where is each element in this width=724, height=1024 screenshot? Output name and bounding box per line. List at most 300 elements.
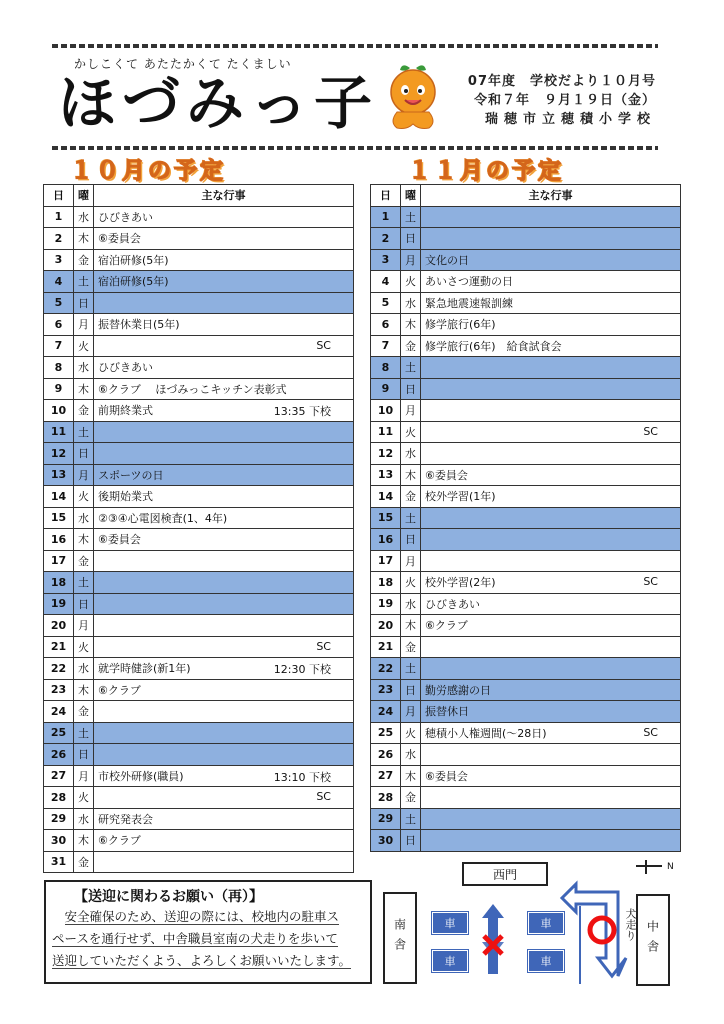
event-cell — [421, 593, 681, 615]
event-cell — [94, 228, 354, 250]
event-note: 12:30 下校 — [273, 663, 331, 676]
event-text: スポーツの日 — [98, 468, 164, 482]
schedule-row — [371, 335, 681, 357]
weekday: 木 — [74, 679, 94, 701]
schedule-row — [44, 658, 354, 680]
day-number: 12 — [44, 443, 74, 465]
weekday: 火 — [401, 271, 421, 293]
weekday: 木 — [401, 765, 421, 787]
october-title: １０月の予定 — [70, 158, 226, 184]
schedule-row — [44, 271, 354, 293]
day-number: 29 — [44, 808, 74, 830]
weekday: 土 — [74, 271, 94, 293]
schedule-row — [371, 701, 681, 723]
day-number: 5 — [371, 292, 401, 314]
weekday: 水 — [74, 357, 94, 379]
event-cell — [94, 744, 354, 766]
weekday: 土 — [401, 507, 421, 529]
weekday: 日 — [401, 679, 421, 701]
weekday: 土 — [401, 808, 421, 830]
schedule-row — [371, 292, 681, 314]
schedule-row — [44, 701, 354, 723]
day-number: 9 — [44, 378, 74, 400]
day-number: 7 — [371, 335, 401, 357]
day-number: 24 — [44, 701, 74, 723]
event-cell — [421, 572, 681, 594]
event-cell — [94, 357, 354, 379]
event-text: 宿泊研修(5年) — [98, 275, 169, 289]
event-cell — [94, 486, 354, 508]
weekday: 木 — [74, 228, 94, 250]
weekday: 水 — [74, 808, 94, 830]
walkway-label: 犬走り — [624, 908, 637, 941]
event-cell — [421, 421, 681, 443]
event-text: 穂積小人権週間(～28日) — [425, 726, 547, 740]
schedule-row — [371, 443, 681, 465]
event-cell — [94, 550, 354, 572]
weekday: 木 — [401, 464, 421, 486]
event-text: 就学時健診(新1年) — [98, 662, 191, 676]
day-number: 21 — [44, 636, 74, 658]
newsletter-title: ほづみっ子 — [58, 69, 379, 137]
event-text: ⑥委員会 — [425, 769, 468, 783]
day-number: 22 — [44, 658, 74, 680]
event-text: ⑥委員会 — [425, 468, 468, 482]
event-cell — [94, 249, 354, 271]
event-text: ②③④心電図検査(1、4年) — [98, 511, 228, 525]
event-cell — [421, 206, 681, 228]
event-cell — [94, 292, 354, 314]
schedule-row — [44, 206, 354, 228]
schedule-row — [371, 421, 681, 443]
table-header-row — [371, 185, 681, 207]
event-cell — [421, 744, 681, 766]
event-cell — [94, 464, 354, 486]
notice-title: 【送迎に関わるお願い（再）】 — [74, 889, 263, 905]
day-number: 30 — [44, 830, 74, 852]
day-number: 2 — [371, 228, 401, 250]
weekday: 月 — [74, 464, 94, 486]
weekday: 日 — [401, 830, 421, 852]
day-number: 17 — [371, 550, 401, 572]
event-text: 振替休日 — [425, 705, 469, 719]
weekday: 金 — [74, 249, 94, 271]
weekday: 水 — [74, 206, 94, 228]
day-number: 23 — [44, 679, 74, 701]
col-day: 日 — [371, 185, 401, 207]
event-text: 修学旅行(6年) 給食試食会 — [425, 339, 562, 353]
weekday: 木 — [401, 314, 421, 336]
event-note: SC — [643, 725, 658, 739]
day-number: 23 — [371, 679, 401, 701]
parking-map — [380, 858, 682, 988]
event-cell — [421, 679, 681, 701]
day-number: 2 — [44, 228, 74, 250]
day-number: 17 — [44, 550, 74, 572]
event-cell — [421, 400, 681, 422]
day-number: 6 — [371, 314, 401, 336]
day-number: 28 — [44, 787, 74, 809]
day-number: 18 — [44, 572, 74, 594]
weekday: 火 — [74, 486, 94, 508]
schedule-row — [44, 593, 354, 615]
event-cell — [94, 787, 354, 809]
schedule-row — [44, 830, 354, 852]
day-number: 20 — [371, 615, 401, 637]
schedule-row — [371, 830, 681, 852]
header-divider — [52, 146, 658, 150]
weekday: 金 — [74, 550, 94, 572]
weekday: 月 — [74, 615, 94, 637]
day-number: 1 — [371, 206, 401, 228]
day-number: 6 — [44, 314, 74, 336]
schedule-row — [371, 722, 681, 744]
col-event: 主な行事 — [94, 185, 354, 207]
event-cell — [94, 206, 354, 228]
day-number: 10 — [371, 400, 401, 422]
schedule-row — [371, 314, 681, 336]
event-text: ⑥クラブ — [98, 683, 141, 697]
schedule-row — [44, 464, 354, 486]
event-text: 市校外研修(職員) — [98, 769, 184, 783]
schedule-row — [371, 636, 681, 658]
weekday: 土 — [401, 206, 421, 228]
day-number: 25 — [44, 722, 74, 744]
parked-car: 車 — [432, 950, 468, 972]
event-note: SC — [643, 575, 658, 588]
event-note: SC — [316, 639, 331, 653]
day-number: 10 — [44, 400, 74, 422]
day-number: 8 — [44, 357, 74, 379]
day-number: 12 — [371, 443, 401, 465]
weekday: 金 — [74, 701, 94, 723]
schedule-row — [44, 249, 354, 271]
schedule-row — [44, 765, 354, 787]
pickup-notice — [44, 880, 372, 984]
weekday: 月 — [74, 765, 94, 787]
schedule-row — [44, 744, 354, 766]
event-cell — [94, 830, 354, 852]
day-number: 11 — [44, 421, 74, 443]
col-day: 日 — [44, 185, 74, 207]
slogan: かしこくて あたたかくて たくましい — [74, 57, 292, 71]
day-number: 21 — [371, 636, 401, 658]
weekday: 火 — [74, 335, 94, 357]
event-cell — [94, 851, 354, 873]
weekday: 水 — [401, 292, 421, 314]
weekday: 土 — [401, 658, 421, 680]
weekday: 金 — [401, 636, 421, 658]
notice-line: 送迎していただくよう、よろしくお願いいたします。 — [52, 953, 352, 968]
schedule-row — [371, 744, 681, 766]
day-number: 28 — [371, 787, 401, 809]
schedule-row — [44, 808, 354, 830]
weekday: 火 — [74, 787, 94, 809]
event-text: 宿泊研修(5年) — [98, 253, 169, 267]
event-text: ⑥クラブ — [425, 619, 468, 633]
day-number: 26 — [44, 744, 74, 766]
col-event: 主な行事 — [421, 185, 681, 207]
day-number: 26 — [371, 744, 401, 766]
event-cell — [94, 701, 354, 723]
event-cell — [94, 421, 354, 443]
north-arrow-icon — [636, 860, 662, 874]
day-number: 27 — [371, 765, 401, 787]
event-text: ひびきあい — [425, 597, 480, 611]
schedule-row — [371, 615, 681, 637]
event-cell — [94, 572, 354, 594]
issue-info — [446, 72, 656, 129]
schedule-row — [44, 636, 354, 658]
event-text: 修学旅行(6年) — [425, 318, 496, 332]
day-number: 1 — [44, 206, 74, 228]
weekday: 金 — [401, 486, 421, 508]
event-note: 13:10 下校 — [273, 770, 331, 784]
event-cell — [421, 249, 681, 271]
event-note: 13:35 下校 — [273, 405, 331, 418]
weekday: 土 — [74, 421, 94, 443]
parked-car: 車 — [528, 950, 564, 972]
north-label: N — [667, 862, 674, 872]
day-number: 31 — [44, 851, 74, 873]
day-number: 3 — [371, 249, 401, 271]
day-number: 22 — [371, 658, 401, 680]
event-cell — [421, 271, 681, 293]
table-header-row — [44, 185, 354, 207]
schedule-row — [371, 486, 681, 508]
day-number: 15 — [371, 507, 401, 529]
schedule-row — [44, 378, 354, 400]
event-cell — [94, 615, 354, 637]
event-cell — [94, 765, 354, 787]
day-number: 27 — [44, 765, 74, 787]
event-cell — [421, 550, 681, 572]
schedule-row — [371, 378, 681, 400]
day-number: 25 — [371, 722, 401, 744]
event-cell — [421, 765, 681, 787]
weekday: 金 — [401, 335, 421, 357]
schedule-row — [44, 572, 354, 594]
issue-date: 令和７年 ９月１９日（金） — [473, 93, 656, 108]
weekday: 土 — [74, 572, 94, 594]
schedule-row — [371, 679, 681, 701]
schedule-row — [44, 507, 354, 529]
event-cell — [94, 679, 354, 701]
schedule-row — [371, 572, 681, 594]
day-number: 7 — [44, 335, 74, 357]
event-cell — [421, 808, 681, 830]
weekday: 土 — [74, 722, 94, 744]
weekday: 月 — [401, 550, 421, 572]
event-cell — [421, 722, 681, 744]
schedule-row — [44, 529, 354, 551]
col-weekday: 曜 — [74, 185, 94, 207]
schedule-row — [371, 658, 681, 680]
event-cell — [94, 808, 354, 830]
schedule-row — [371, 529, 681, 551]
weekday: 木 — [74, 830, 94, 852]
schedule-row — [371, 593, 681, 615]
weekday: 金 — [74, 851, 94, 873]
schedule-row — [44, 292, 354, 314]
event-note: SC — [316, 790, 331, 803]
day-number: 9 — [371, 378, 401, 400]
weekday: 日 — [74, 443, 94, 465]
schedule-row — [44, 851, 354, 873]
event-cell — [421, 830, 681, 852]
parked-car: 車 — [432, 912, 468, 934]
schedule-row — [371, 271, 681, 293]
day-number: 15 — [44, 507, 74, 529]
event-cell — [94, 636, 354, 658]
weekday: 月 — [401, 249, 421, 271]
day-number: 19 — [371, 593, 401, 615]
event-cell — [421, 314, 681, 336]
weekday: 水 — [401, 443, 421, 465]
issue-label: 07年度 学校だより１０月号 — [467, 74, 656, 89]
weekday: 木 — [74, 529, 94, 551]
event-text: 前期終業式 — [98, 404, 153, 418]
event-text: 緊急地震速報訓練 — [425, 296, 513, 310]
schedule-row — [371, 787, 681, 809]
event-text: ひびきあい — [98, 361, 153, 375]
parked-car: 車 — [528, 912, 564, 934]
event-cell — [94, 658, 354, 680]
day-number: 18 — [371, 572, 401, 594]
event-cell — [94, 314, 354, 336]
weekday: 金 — [74, 400, 94, 422]
event-cell — [421, 658, 681, 680]
schedule-row — [44, 787, 354, 809]
weekday: 火 — [74, 636, 94, 658]
schedule-row — [371, 765, 681, 787]
event-cell — [421, 378, 681, 400]
event-cell — [421, 787, 681, 809]
weekday: 月 — [401, 400, 421, 422]
weekday: 月 — [401, 701, 421, 723]
schedule-row — [371, 357, 681, 379]
schedule-row — [371, 550, 681, 572]
mascot-icon — [383, 62, 443, 134]
weekday: 日 — [74, 744, 94, 766]
weekday: 水 — [74, 507, 94, 529]
weekday: 水 — [74, 658, 94, 680]
october-schedule-table — [43, 184, 354, 873]
event-cell — [421, 292, 681, 314]
day-number: 8 — [371, 357, 401, 379]
weekday: 日 — [401, 378, 421, 400]
event-text: 後期始業式 — [98, 490, 153, 504]
schedule-row — [44, 400, 354, 422]
event-cell — [94, 529, 354, 551]
event-text: ⑥クラブ — [98, 834, 141, 848]
day-number: 13 — [371, 464, 401, 486]
weekday: 日 — [401, 529, 421, 551]
november-title: １１月の予定 — [408, 158, 564, 184]
schedule-row — [44, 421, 354, 443]
event-cell — [94, 400, 354, 422]
day-number: 20 — [44, 615, 74, 637]
event-text: ⑥委員会 — [98, 533, 141, 547]
day-number: 3 — [44, 249, 74, 271]
school-name: 瑞穂市立穂積小学校 — [484, 112, 656, 127]
event-text: あいさつ運動の日 — [425, 275, 513, 289]
event-cell — [421, 464, 681, 486]
schedule-row — [44, 335, 354, 357]
schedule-row — [371, 228, 681, 250]
weekday: 日 — [74, 292, 94, 314]
event-text: 校外学習(1年) — [425, 490, 496, 504]
event-text: 勤労感謝の日 — [425, 683, 491, 697]
south-building-label: 南舎 — [383, 892, 417, 984]
event-cell — [94, 443, 354, 465]
event-text: ひびきあい — [98, 210, 153, 224]
weekday: 火 — [401, 572, 421, 594]
notice-line: ペースを通行せず、中舎職員室南の犬走りを歩いて — [52, 931, 338, 946]
event-cell — [421, 486, 681, 508]
schedule-row — [44, 314, 354, 336]
event-cell — [94, 271, 354, 293]
top-divider — [52, 44, 658, 48]
event-note: SC — [316, 338, 331, 352]
weekday: 水 — [401, 593, 421, 615]
event-text: 振替休業日(5年) — [98, 318, 180, 332]
schedule-row — [44, 228, 354, 250]
weekday: 日 — [74, 593, 94, 615]
middle-building-label: 中舎 — [636, 894, 670, 986]
schedule-row — [44, 722, 354, 744]
schedule-row — [371, 808, 681, 830]
day-number: 19 — [44, 593, 74, 615]
day-number: 4 — [371, 271, 401, 293]
day-number: 14 — [371, 486, 401, 508]
weekday: 火 — [401, 722, 421, 744]
weekday: 土 — [401, 357, 421, 379]
day-number: 16 — [371, 529, 401, 551]
event-text: 校外学習(2年) — [425, 576, 496, 590]
schedule-row — [44, 615, 354, 637]
schedule-row — [44, 357, 354, 379]
day-number: 13 — [44, 464, 74, 486]
event-cell — [94, 507, 354, 529]
day-number: 14 — [44, 486, 74, 508]
event-cell — [421, 335, 681, 357]
schedule-row — [44, 443, 354, 465]
event-cell — [421, 636, 681, 658]
event-cell — [421, 615, 681, 637]
weekday: 日 — [401, 228, 421, 250]
day-number: 24 — [371, 701, 401, 723]
schedule-row — [371, 507, 681, 529]
weekday: 月 — [74, 314, 94, 336]
day-number: 30 — [371, 830, 401, 852]
weekday: 木 — [74, 378, 94, 400]
event-text: 研究発表会 — [98, 812, 153, 826]
schedule-row — [44, 679, 354, 701]
notice-line: 安全確保のため、送迎の際には、校地内の駐車ス — [64, 909, 340, 924]
day-number: 11 — [371, 421, 401, 443]
day-number: 16 — [44, 529, 74, 551]
day-number: 29 — [371, 808, 401, 830]
weekday: 木 — [401, 615, 421, 637]
col-weekday: 曜 — [401, 185, 421, 207]
event-cell — [94, 378, 354, 400]
weekday: 金 — [401, 787, 421, 809]
event-cell — [94, 722, 354, 744]
november-schedule-table — [370, 184, 681, 852]
schedule-row — [44, 486, 354, 508]
schedule-row — [44, 550, 354, 572]
